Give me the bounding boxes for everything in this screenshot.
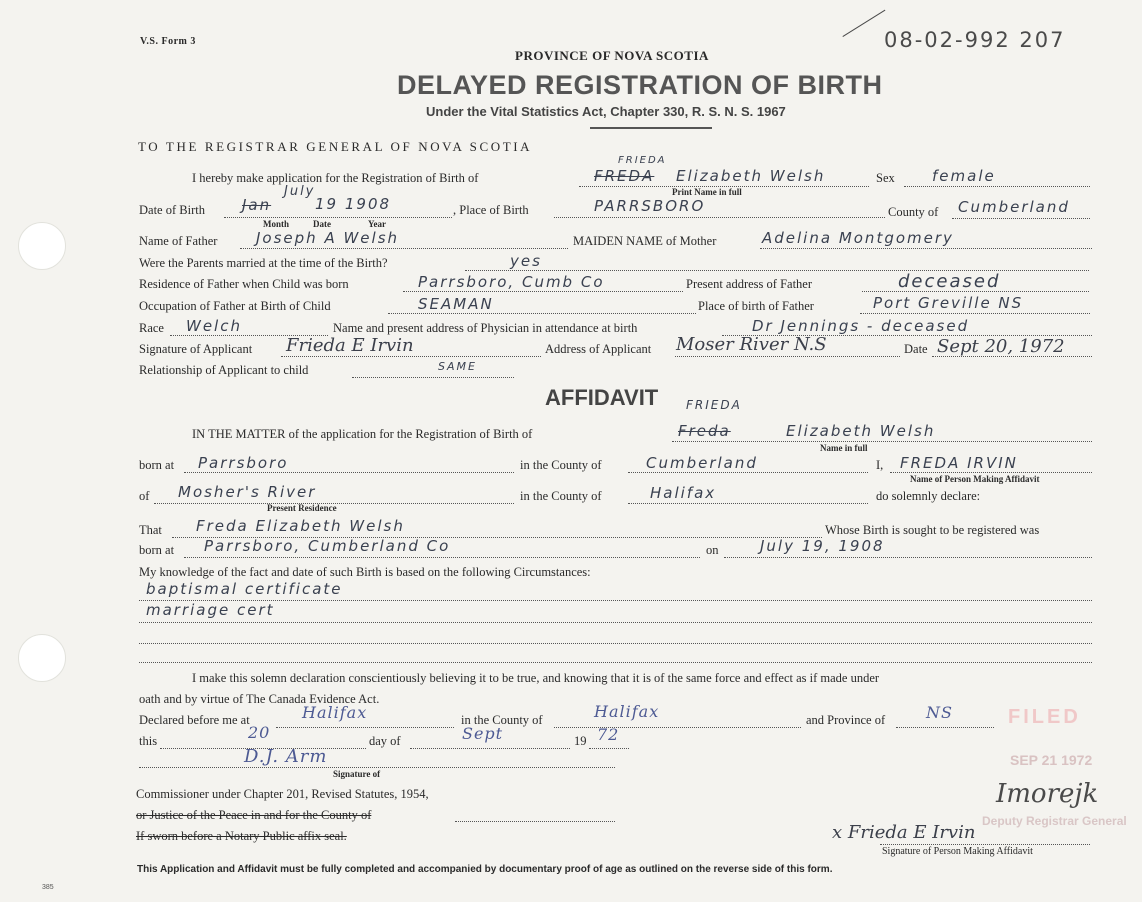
father-birthplace-value: Port Greville NS [873, 294, 1024, 312]
print-name-note: Print Name in full [672, 187, 742, 197]
dob-month-struck: Jan [242, 196, 272, 214]
dotted-line [589, 748, 629, 749]
relationship-label: Relationship of Applicant to child [139, 363, 309, 377]
page-subtitle: Under the Vital Statistics Act, Chapter 330, R. S. N. S. 1967 [426, 104, 786, 119]
filed-stamp-date: SEP 21 1972 [1010, 752, 1093, 768]
month-label: Month [263, 219, 290, 229]
form-number: V.S. Form 3 [140, 36, 196, 47]
affidavit-heading: AFFIDAVIT [545, 385, 659, 410]
commissioner-signature: D.J. Arm [244, 746, 328, 767]
born-at-value: Parrsboro [198, 454, 289, 472]
dotted-line [860, 313, 1090, 314]
dotted-line [410, 748, 570, 749]
dotted-line [760, 248, 1092, 249]
dotted-line [896, 727, 994, 728]
dotted-line [224, 217, 452, 218]
residence-county-label: in the County of [520, 489, 602, 503]
solemn-declaration-1: I make this solemn declaration conscientiously believing it to be true, and knowing that it is of the same force and effect as if made under [192, 671, 880, 685]
whose-birth-label: Whose Birth is sought to be registered was [825, 523, 1040, 537]
residence-value: Parrsboro, Cumb Co [418, 273, 605, 291]
mother-value: Adelina Montgomery [762, 229, 954, 247]
dotted-line [952, 218, 1090, 219]
residence-label: Residence of Father when Child was born [139, 277, 349, 291]
deponent-residence-value: Mosher's River [178, 483, 317, 501]
race-label: Race [139, 321, 164, 335]
present-address-label: Present address of Father [686, 277, 813, 291]
dotted-line [276, 727, 454, 728]
father-label: Name of Father [139, 234, 218, 248]
registrar-line: TO THE REGISTRAR GENERAL OF NOVA SCOTIA [138, 139, 533, 154]
declared-county-value: Halifax [594, 702, 660, 721]
dotted-line [890, 472, 1092, 473]
dotted-line [455, 821, 615, 822]
dotted-line [904, 186, 1090, 187]
affidavit-name-struck: Freda [678, 422, 731, 440]
physician-value: Dr Jennings - deceased [752, 317, 970, 335]
punch-hole-bottom [18, 634, 66, 682]
affidavit-intro: IN THE MATTER of the application for the Registration of Birth of [192, 427, 533, 441]
race-value: Welch [186, 317, 242, 335]
present-address-value: deceased [898, 271, 1001, 292]
dob-label: Date of Birth [139, 203, 205, 217]
that-name-value: Freda Elizabeth Welsh [196, 517, 405, 535]
birth-date-value: July 19, 1908 [760, 537, 885, 555]
dotted-line [628, 472, 868, 473]
month-value: Sept [462, 724, 504, 743]
footer-note: This Application and Affidavit must be fully completed and accompanied by documentary proof of age as outlined on the reverse side of this form. [137, 864, 833, 875]
year-prefix: 19 [574, 734, 587, 748]
pob-label: , Place of Birth [453, 203, 529, 217]
dotted-line [184, 472, 514, 473]
name-in-full-note: Name in full [820, 443, 868, 453]
dotted-line [139, 662, 1092, 663]
pob-value: PARRSBORO [594, 197, 706, 215]
dotted-line [554, 217, 885, 218]
born-at-label: born at [139, 458, 175, 472]
dotted-line [139, 622, 1092, 623]
dob-month-correction: July [284, 184, 316, 199]
affidavit-name-value: Elizabeth Welsh [786, 422, 936, 440]
knowledge-label: My knowledge of the fact and date of such Birth is based on the following Circumstances: [139, 565, 591, 579]
occupation-label: Occupation of Father at Birth of Child [139, 299, 331, 313]
married-label: Were the Parents married at the time of the Birth? [139, 256, 388, 270]
affidavit-county-value: Cumberland [646, 454, 758, 472]
deponent-name-value: FREDA IRVIN [900, 454, 1018, 472]
affidavit-county-label: in the County of [520, 458, 602, 472]
applicant-address-label: Address of Applicant [545, 342, 652, 356]
declare-label: do solemnly declare: [876, 489, 981, 503]
child-name-correction: FRIEDA [618, 155, 667, 166]
father-birthplace-label: Place of birth of Father [698, 299, 814, 313]
year-suffix-value: 72 [597, 725, 620, 744]
commissioner-line-1: Commissioner under Chapter 201, Revised Statutes, 1954, [136, 787, 429, 801]
this-label: this [139, 734, 158, 748]
page-title: DELAYED REGISTRATION OF BIRTH [397, 70, 883, 100]
deponent-note: Name of Person Making Affidavit [910, 474, 1040, 484]
dob-value: 19 1908 [315, 195, 392, 213]
print-code: 385 [42, 884, 54, 891]
deponent-signature: x Frieda E Irvin [832, 822, 976, 843]
county-value: Cumberland [958, 198, 1070, 216]
dotted-line [628, 503, 868, 504]
father-value: Joseph A Welsh [256, 229, 400, 247]
occupation-value: SEAMAN [418, 295, 494, 313]
dotted-line [139, 643, 1092, 644]
of-label: of [139, 489, 150, 503]
deponent-signature-line [880, 844, 1090, 845]
declared-label: Declared before me at [139, 713, 250, 727]
day-of-label: day of [369, 734, 401, 748]
punch-hole-top [18, 222, 66, 270]
that-label: That [139, 523, 162, 537]
filed-stamp: FILED [1008, 706, 1081, 728]
title-underline [590, 127, 712, 129]
date-signed-value: Sept 20, 1972 [937, 336, 1065, 357]
relationship-value: SAME [438, 360, 477, 373]
born-at-label-2: born at [139, 543, 175, 557]
sex-value: female [932, 167, 996, 185]
sex-label: Sex [876, 171, 895, 185]
dotted-line [403, 291, 683, 292]
solemn-declaration-2: oath and by virtue of The Canada Evidence Act. [139, 692, 380, 706]
affidavit-name-correction: FRIEDA [686, 398, 742, 412]
dotted-line [672, 441, 1092, 442]
present-residence-note: Present Residence [267, 503, 337, 513]
day-value: 20 [248, 723, 271, 742]
commissioner-line-2: or Justice of the Peace in and for the County of [136, 808, 372, 822]
declared-at-value: Halifax [302, 703, 368, 722]
dotted-line [240, 248, 568, 249]
stamp-title: Deputy Registrar General [982, 814, 1127, 828]
on-label: on [706, 543, 719, 557]
dotted-line [139, 600, 1092, 601]
commissioner-line-3: If sworn before a Notary Public affix seal. [136, 829, 347, 843]
applicant-address-value: Moser River N.S [676, 334, 827, 355]
check-mark [827, 0, 886, 37]
registrar-signature: Imorejk [996, 779, 1099, 809]
date-label: Date [313, 219, 331, 229]
application-intro: I hereby make application for the Registration of Birth of [192, 171, 479, 185]
married-value: yes [510, 252, 542, 270]
child-name-struck: FREDA [594, 167, 655, 185]
dotted-line [554, 727, 801, 728]
dotted-line [281, 356, 541, 357]
born-at-value-2: Parrsboro, Cumberland Co [204, 537, 451, 555]
circumstance-1: baptismal certificate [146, 580, 343, 598]
date-signed-label: Date [904, 342, 928, 356]
applicant-signature: Frieda E Irvin [286, 335, 414, 356]
signature-of-label: Signature of [333, 769, 381, 779]
mother-label: MAIDEN NAME of Mother [573, 234, 717, 248]
declared-county-label: in the County of [461, 713, 543, 727]
dotted-line [184, 557, 700, 558]
dotted-line [352, 377, 514, 378]
county-label: County of [888, 205, 939, 219]
dotted-line [724, 557, 1092, 558]
circumstance-2: marriage cert [146, 601, 275, 619]
residence-county-value: Halifax [650, 484, 717, 502]
declared-province-value: NS [926, 703, 953, 722]
i-label: I, [876, 458, 884, 472]
child-name-value: Elizabeth Welsh [676, 167, 826, 185]
dotted-line [388, 313, 696, 314]
province-label: and Province of [806, 713, 886, 727]
deponent-signature-label: Signature of Person Making Affidavit [882, 846, 1033, 857]
applicant-signature-label: Signature of Applicant [139, 342, 253, 356]
registration-number: 08-02-992 207 [884, 28, 1066, 52]
year-label: Year [368, 219, 386, 229]
physician-label: Name and present address of Physician in attendance at birth [333, 321, 638, 335]
province-heading: PROVINCE OF NOVA SCOTIA [515, 48, 709, 63]
commissioner-signature-line [139, 767, 615, 768]
dotted-line [675, 356, 900, 357]
